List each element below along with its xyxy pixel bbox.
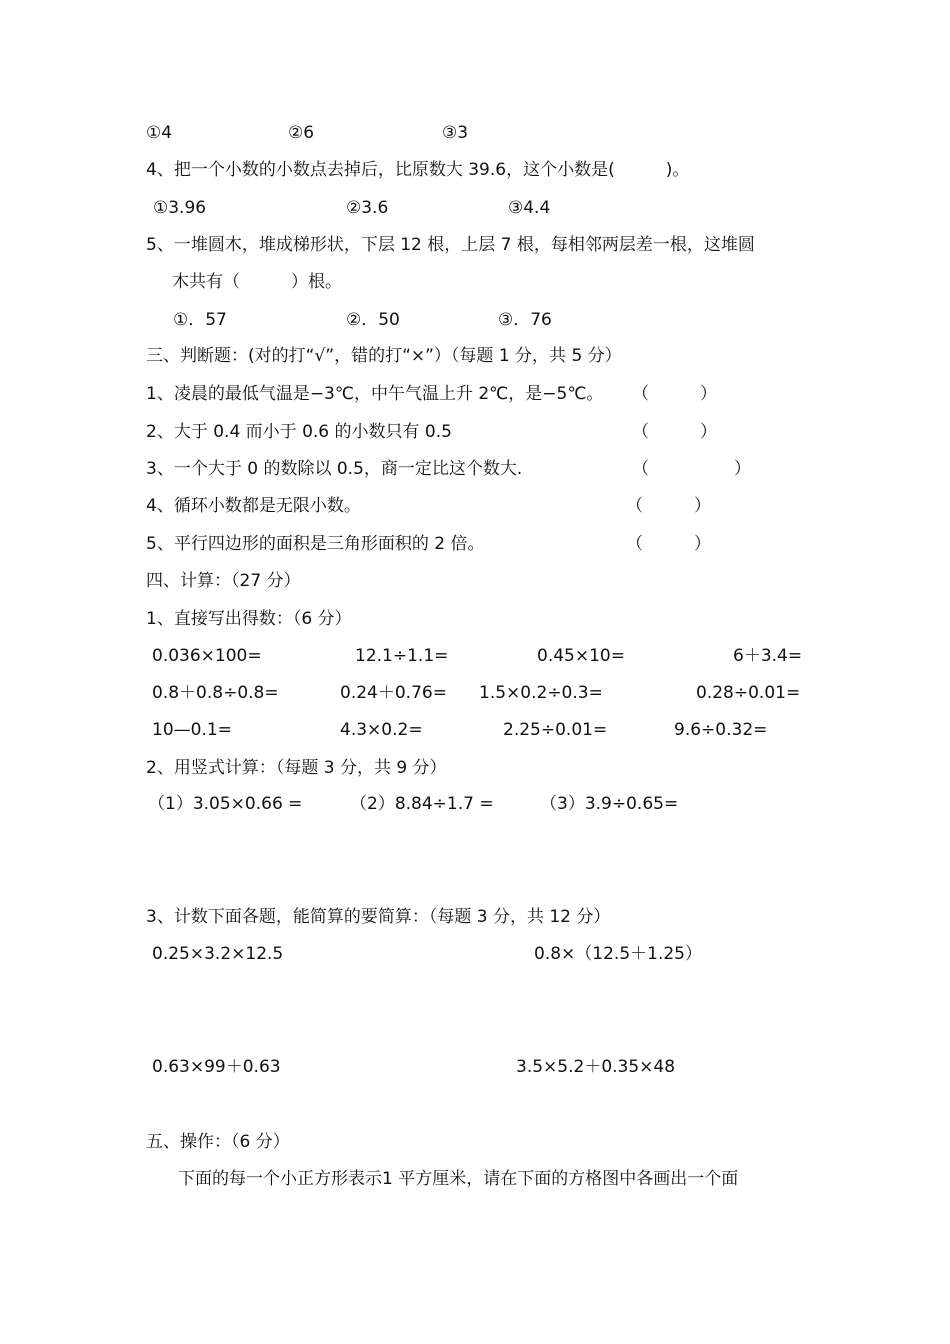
option-c: ③．76 <box>498 310 552 330</box>
tf-item-2: 2、大于 0.4 而小于 0.6 的小数只有 0.5 <box>146 422 452 442</box>
section-5-text: 下面的每一个小正方形表示1 平方厘米，请在下面的方格图中各画出一个面 <box>178 1169 739 1189</box>
answer-blank[interactable]: （ ） <box>626 496 711 516</box>
tf-item-1: 1、凌晨的最低气温是−3℃，中午气温上升 2℃，是−5℃。 <box>146 384 604 404</box>
vertical-calc-item: （2）8.84÷1.7 = <box>350 794 494 814</box>
tf-item-3: 3、一个大于 0 的数除以 0.5，商一定比这个数大. <box>146 459 523 479</box>
section-4-heading: 四、计算：（27 分） <box>146 571 301 591</box>
option-c: ③4.4 <box>508 198 551 218</box>
question-5-text: 5、一堆圆木，堆成梯形状，下层 12 根，上层 7 根，每相邻两层差一根，这堆圆 <box>146 235 755 255</box>
sub-question-3: 3、计数下面各题，能简算的要简算：（每题 3 分，共 12 分） <box>146 907 611 927</box>
calc-item: 12.1÷1.1= <box>355 646 449 666</box>
sub-question-1: 1、直接写出得数：（6 分） <box>146 609 352 629</box>
answer-blank[interactable]: （ ） <box>632 459 751 479</box>
simplify-item: 0.8×（12.5＋1.25） <box>534 944 702 964</box>
vertical-calc-item: （3）3.9÷0.65= <box>540 794 679 814</box>
option-a: ①4 <box>146 123 173 143</box>
calc-item: 0.036×100= <box>152 646 262 666</box>
simplify-item: 0.63×99＋0.63 <box>152 1057 281 1077</box>
answer-blank[interactable]: （ ） <box>626 534 711 554</box>
question-5-text-cont: 木共有（ ）根。 <box>172 272 342 292</box>
option-a: ①．57 <box>173 310 227 330</box>
answer-blank[interactable]: （ ） <box>632 422 717 442</box>
tf-item-4: 4、循环小数都是无限小数。 <box>146 496 361 516</box>
option-b: ②3.6 <box>346 198 389 218</box>
calc-item: 9.6÷0.32= <box>674 720 768 740</box>
question-4-text: 4、把一个小数的小数点去掉后，比原数大 39.6，这个小数是( )。 <box>146 160 690 180</box>
option-c: ③3 <box>442 123 469 143</box>
calc-item: 0.24＋0.76= <box>340 683 447 703</box>
calc-item: 1.5×0.2÷0.3= <box>479 683 603 703</box>
answer-blank[interactable]: （ ） <box>632 384 717 404</box>
section-5-heading: 五、操作：（6 分） <box>146 1132 290 1152</box>
sub-question-2: 2、用竖式计算：（每题 3 分，共 9 分） <box>146 758 447 778</box>
calc-item: 2.25÷0.01= <box>503 720 608 740</box>
tf-item-5: 5、平行四边形的面积是三角形面积的 2 倍。 <box>146 534 485 554</box>
calc-item: 10—0.1= <box>152 720 232 740</box>
calc-item: 0.45×10= <box>537 646 625 666</box>
calc-item: 4.3×0.2= <box>340 720 423 740</box>
section-3-heading: 三、判断题：(对的打“√”，错的打“×”）（每题 1 分，共 5 分） <box>146 346 622 366</box>
option-a: ①3.96 <box>153 198 207 218</box>
calc-item: 0.28÷0.01= <box>696 683 801 703</box>
calc-item: 0.8＋0.8÷0.8= <box>152 683 279 703</box>
option-b: ②．50 <box>346 310 400 330</box>
simplify-item: 0.25×3.2×12.5 <box>152 944 284 964</box>
option-b: ②6 <box>288 123 315 143</box>
calc-item: 6＋3.4= <box>733 646 803 666</box>
simplify-item: 3.5×5.2＋0.35×48 <box>516 1057 676 1077</box>
vertical-calc-item: （1）3.05×0.66 = <box>148 794 303 814</box>
